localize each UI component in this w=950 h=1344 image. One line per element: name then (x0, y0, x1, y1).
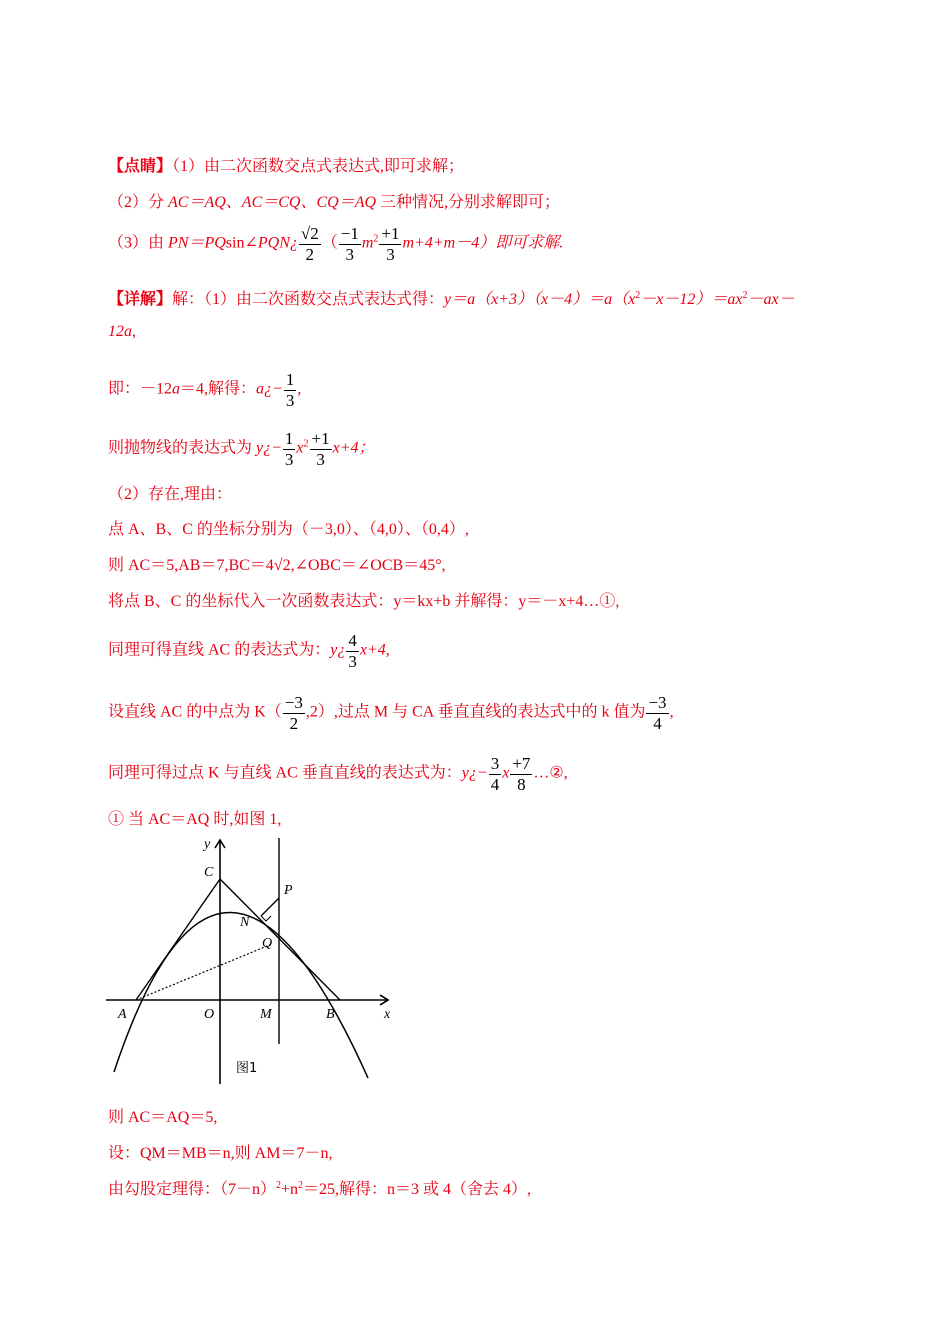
solution-text-3d: a¿− (256, 380, 283, 398)
fraction-1-over-3 (283, 429, 296, 469)
hint-text-3b: PN＝PQ (168, 234, 226, 252)
solution-text-4c: x (296, 439, 304, 457)
line-pn (261, 898, 279, 916)
fraction-num: 1 (284, 429, 294, 448)
label-a: A (118, 1007, 127, 1022)
fraction-3-over-4 (489, 754, 502, 794)
label-n: N (240, 915, 250, 930)
hint-tag: 【点睛】 (108, 158, 173, 175)
solution-text-11d: …②, (533, 764, 568, 782)
solution-text-9a: 同理可得直线 AC 的表达式为： (108, 641, 331, 659)
label-m: M (260, 1007, 272, 1022)
solution-text-3b: a (172, 380, 181, 398)
solution-line-4 (108, 429, 375, 469)
hint-text-3c: sin∠ (225, 234, 258, 252)
fraction-den: 3 (316, 449, 325, 469)
hint-text-3a: （3）由 (108, 234, 169, 252)
solution-line-10 (108, 693, 674, 733)
solution-line-6: 点 A、B、C 的坐标分别为（－3,0）、（4,0）、（0,4）, (108, 521, 469, 538)
solution-text-15b: +n (281, 1181, 299, 1198)
hint-text-2b: AC＝AQ、AC＝CQ、CQ＝AQ (168, 194, 377, 211)
figure-1-diagram (100, 832, 400, 1088)
hint-text-3i: m+4+m－4）即可求解. (402, 234, 564, 252)
label-x: x (384, 1007, 391, 1022)
solution-line-13: 则 AC＝AQ＝5, (108, 1109, 218, 1126)
fraction-1-over-3 (284, 370, 297, 410)
figure-caption: 图1 (236, 1061, 258, 1076)
solution-tag: 【详解】 (108, 291, 173, 308)
solution-line-3 (108, 370, 301, 410)
label-o: O (204, 1007, 215, 1022)
parabola (114, 912, 368, 1078)
fraction-7-over-8 (510, 754, 532, 794)
fraction-num: 1 (285, 370, 295, 389)
fraction-num: 3 (490, 754, 500, 773)
fraction-den: 4 (653, 713, 662, 733)
label-q: Q (262, 936, 273, 951)
hint-text-3g: m (361, 234, 374, 252)
solution-text-10c: , (669, 703, 674, 721)
fraction-den: 3 (386, 244, 395, 264)
line-cb (220, 879, 340, 1000)
superscript: 2 (298, 1180, 304, 1191)
superscript: 2 (635, 290, 641, 301)
fraction-num: +7 (512, 754, 531, 773)
fraction-num: √2 (300, 224, 319, 243)
solution-line-8: 将点 B、C 的坐标代入一次函数表达式：y＝kx+b 并解得：y＝－x+4…①, (108, 593, 620, 610)
hint-text-3e: （ (321, 234, 338, 252)
fraction-num: +1 (381, 224, 400, 243)
solution-text-9c: x+4, (359, 641, 390, 659)
fraction-num: −3 (284, 693, 303, 712)
fraction-den: 3 (284, 449, 294, 469)
fraction-neg1-over-3 (339, 224, 361, 264)
fraction-pos1-over-3 (310, 429, 332, 469)
solution-line-9 (108, 631, 390, 671)
fraction-den: 3 (345, 244, 355, 264)
fraction-num: −3 (648, 693, 667, 712)
solution-line-11 (108, 754, 568, 794)
solution-text-1c: －x－12）＝ax (640, 291, 743, 308)
solution-line-5: （2）存在,理由： (108, 486, 233, 503)
hint-text-2c: 三种情况,分别求解即可； (376, 194, 561, 211)
solution-line-2: 12a, (108, 323, 136, 340)
fraction-den: 3 (285, 390, 295, 410)
fraction-den: 4 (490, 774, 500, 794)
solution-line-12: ① 当 AC＝AQ 时,如图 1, (108, 811, 282, 828)
solution-text-10b: ,2）,过点 M 与 CA 垂直直线的表达式中的 k 值为 (305, 703, 646, 721)
solution-text-15c: ＝25,解得：n＝3 或 4（舍去 4）, (303, 1181, 532, 1198)
solution-text-1b: y＝a（x+3）（x－4）＝a（x (444, 291, 636, 308)
right-angle-mark (261, 916, 271, 921)
fraction-pos1-over-3 (379, 224, 401, 264)
hint-text-3d: PQN¿ (257, 234, 298, 252)
solution-text-11c: x (502, 764, 510, 782)
solution-text-9b: y¿ (330, 641, 346, 659)
hint-line-3 (108, 224, 563, 264)
solution-text-4b: y¿− (256, 439, 282, 457)
superscript: 2 (276, 1180, 282, 1191)
solution-text-1a: 解：（1）由二次函数交点式表达式得： (172, 291, 445, 308)
fraction-num: 4 (348, 631, 357, 650)
hint-line-2 (108, 189, 560, 212)
figure-1 (100, 832, 400, 1088)
solution-text-4a: 则抛物线的表达式为 (108, 439, 257, 457)
solution-line-14: 设：QM＝MB＝n,则 AM＝7－n, (108, 1145, 333, 1162)
fraction-den: 2 (305, 244, 315, 264)
label-p: P (284, 883, 293, 898)
label-c: C (204, 865, 214, 880)
solution-line-7: 则 AC＝5,AB＝7,BC＝4√2,∠OBC＝∠OCB＝45°, (108, 557, 446, 574)
fraction-den: 2 (289, 713, 299, 733)
solution-text-3c: ＝4,解得： (180, 380, 257, 398)
solution-text-11a: 同理可得过点 K 与直线 AC 垂直直线的表达式为： (108, 764, 462, 782)
hint-line-1 (108, 153, 464, 176)
solution-text-3e: , (297, 380, 302, 398)
fraction-neg3-over-2 (283, 693, 305, 733)
solution-line-15 (108, 1176, 531, 1199)
label-y: y (204, 837, 211, 852)
hint-text-2a: （2）分 (108, 194, 169, 211)
solution-text-10a: 设直线 AC 的中点为 K（ (108, 703, 282, 721)
fraction-den: 3 (348, 651, 357, 671)
superscript: 2 (742, 290, 748, 301)
solution-text-11b: y¿− (461, 764, 488, 782)
superscript: 2 (303, 438, 309, 450)
fraction-4-over-3 (346, 631, 359, 671)
solution-text-15a: 由勾股定理得：（7－n） (108, 1181, 277, 1198)
superscript: 2 (373, 233, 379, 245)
fraction-sqrt2-over-2 (299, 224, 321, 264)
solution-text-4d: x+4； (332, 439, 375, 457)
solution-line-1 (108, 286, 795, 309)
fraction-num: +1 (311, 429, 330, 448)
hint-text-1: （1）由二次函数交点式表达式,即可求解； (172, 158, 465, 175)
label-b: B (326, 1007, 335, 1022)
fraction-num: −1 (340, 224, 359, 243)
fraction-neg3-over-4 (646, 693, 668, 733)
line-ac (136, 879, 220, 1000)
fraction-den: 8 (517, 774, 526, 794)
solution-text-1d: －ax－ (747, 291, 795, 308)
solution-text-3a: 即：－12 (108, 380, 173, 398)
